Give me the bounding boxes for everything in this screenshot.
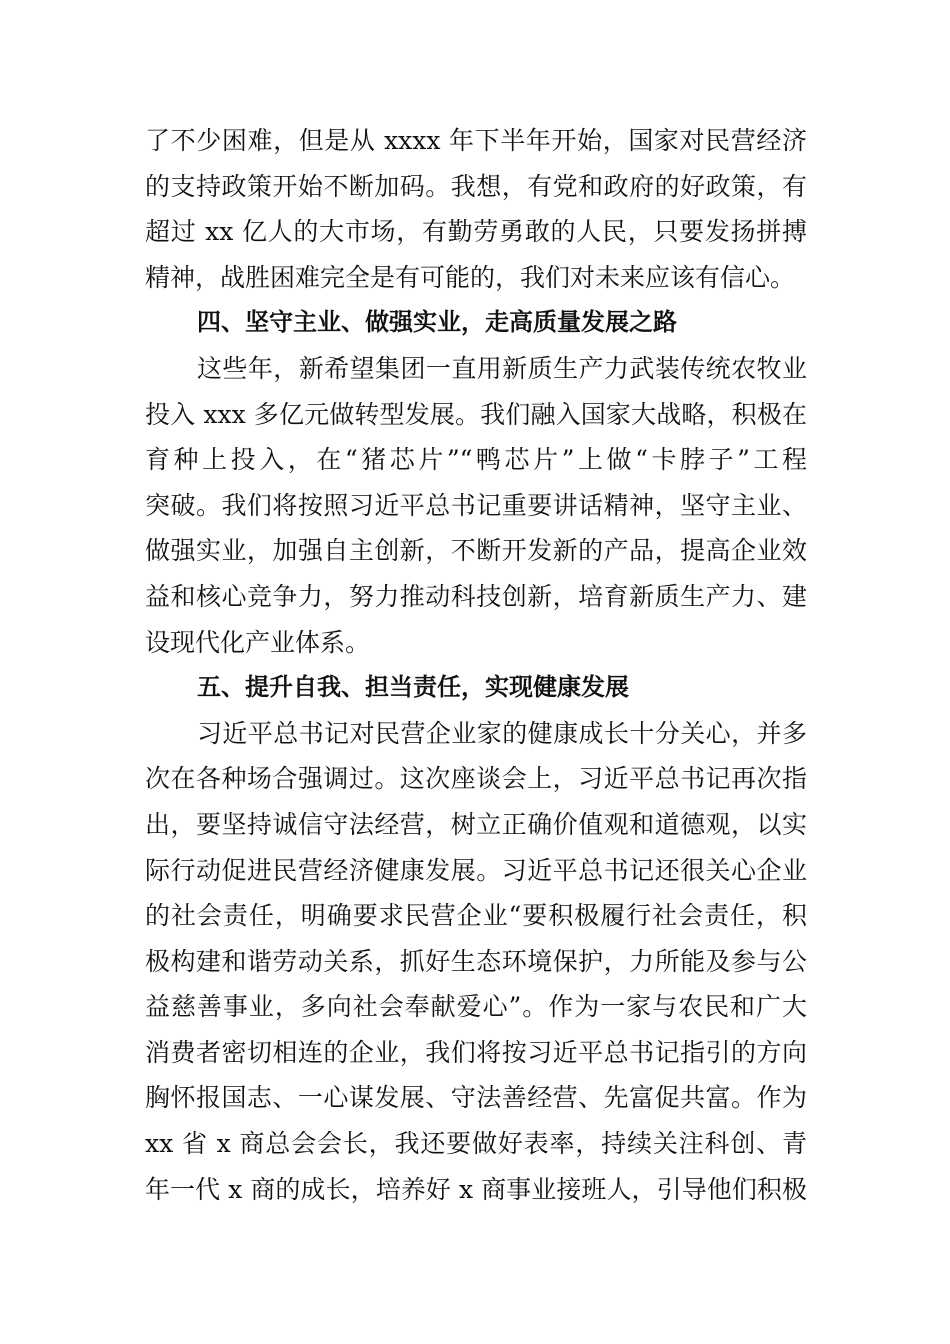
paragraph-line: 的社会责任，明确要求民营企业“要积极履行社会责任，积: [145, 901, 807, 931]
paragraph-line: 这些年，新希望集团一直用新质生产力武装传统农牧业: [197, 353, 807, 383]
paragraph-line: 的支持政策开始不断加码。我想，有党和政府的好政策，有: [145, 171, 807, 201]
paragraph-line: 出，要坚持诚信守法经营，树立正确价值观和道德观，以实: [145, 809, 807, 839]
paragraph-line: 育种上投入，在“猪芯片”“鸭芯片”上做“卡脖子”工程: [145, 445, 807, 475]
paragraph-line: 突破。我们将按照习近平总书记重要讲话精神，坚守主业、: [145, 490, 807, 520]
paragraph-line: 设现代化产业体系。: [145, 627, 371, 657]
paragraph-line: 益慈善事业，多向社会奉献爱心”。作为一家与农民和广大: [145, 992, 807, 1022]
paragraph-line: 次在各种场合强调过。这次座谈会上，习近平总书记再次指: [145, 764, 807, 794]
section-heading-5: 五、提升自我、担当责任，实现健康发展: [197, 673, 629, 702]
paragraph-line: 胸怀报国志、一心谋发展、守法善经营、先富促共富。作为: [145, 1083, 807, 1113]
paragraph-line: 精神，战胜困难完全是有可能的，我们对未来应该有信心。: [145, 262, 796, 292]
paragraph-line: 年一代 x 商的成长，培养好 x 商事业接班人，引导他们积极: [145, 1174, 807, 1204]
document-body: [145, 118, 807, 1212]
paragraph-line: 做强实业，加强自主创新，不断开发新的产品，提高企业效: [145, 536, 807, 566]
paragraph-line: 投入 xxx 多亿元做转型发展。我们融入国家大战略，积极在: [145, 399, 807, 429]
paragraph-line: 益和核心竞争力，努力推动科技创新，培育新质生产力、建: [145, 581, 807, 611]
paragraph-line: 了不少困难，但是从 xxxx 年下半年开始，国家对民营经济: [145, 126, 807, 155]
section-heading-4: 四、坚守主业、做强实业，走高质量发展之路: [197, 308, 677, 337]
paragraph-line: 际行动促进民营经济健康发展。习近平总书记还很关心企业: [145, 855, 807, 885]
paragraph-line: 超过 xx 亿人的大市场，有勤劳勇敢的人民，只要发扬拼搏: [145, 217, 807, 247]
paragraph-line: xx 省 x 商总会会长，我还要做好表率，持续关注科创、青: [145, 1129, 807, 1159]
paragraph-line: 习近平总书记对民营企业家的健康成长十分关心，并多: [197, 718, 807, 748]
paragraph-line: 极构建和谐劳动关系，抓好生态环境保护，力所能及参与公: [145, 946, 807, 976]
paragraph-line: 消费者密切相连的企业，我们将按习近平总书记指引的方向: [145, 1037, 807, 1067]
